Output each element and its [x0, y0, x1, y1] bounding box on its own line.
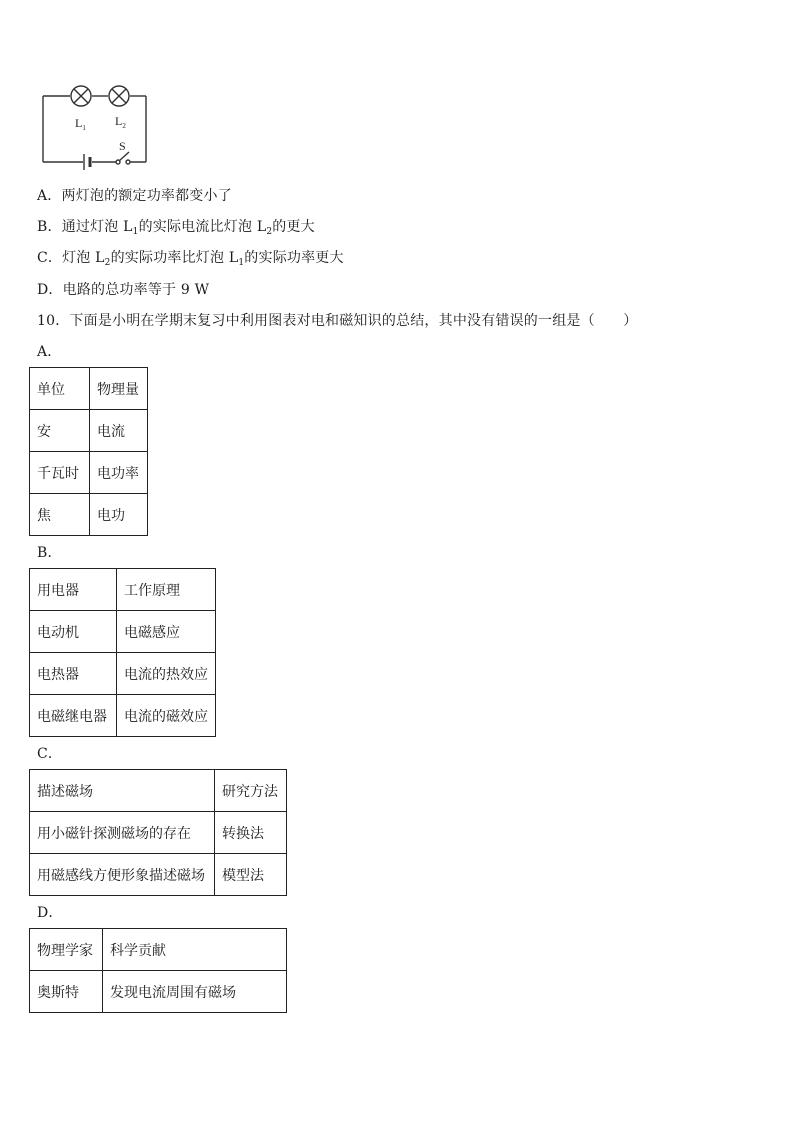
table-row: [30, 812, 287, 854]
table-cell: 电流: [90, 410, 148, 452]
table-cell: 转换法: [215, 812, 287, 854]
option-text: C．灯泡 L: [37, 250, 105, 266]
subscript-text: 1: [132, 227, 139, 237]
table-row: [30, 770, 287, 812]
table-cell: 单位: [30, 368, 90, 410]
table-cell: 电流的磁效应: [117, 695, 216, 737]
table-cell: 用磁感线方便形象描述磁场: [30, 854, 215, 896]
option-c: [37, 249, 344, 272]
table-cell: 电功: [90, 494, 148, 536]
table-b: [29, 568, 216, 737]
table-cell: 模型法: [215, 854, 287, 896]
option-b-label: B．: [37, 545, 62, 561]
option-a: A．两灯泡的额定功率都变小了: [37, 188, 232, 204]
lamp-l1-label: $L_1$: [75, 116, 86, 132]
table-row: [30, 695, 216, 737]
lamp-l2-icon: [109, 86, 129, 106]
table-cell: 研究方法: [215, 770, 287, 812]
circuit-drawing: [38, 84, 150, 170]
table-cell: 用小磁针探测磁场的存在: [30, 812, 215, 854]
subscript-text: 2: [266, 227, 273, 237]
table-row: [30, 929, 287, 971]
option-b: [37, 218, 315, 241]
table-cell: 科学贡献: [103, 929, 287, 971]
battery-icon: [84, 154, 90, 170]
table-cell: 电流的热效应: [117, 653, 216, 695]
switch-label: S: [119, 139, 126, 153]
option-text: 的更大: [272, 219, 315, 235]
option-text: 的实际功率比灯泡 L: [110, 250, 239, 266]
table-cell: 物理量: [90, 368, 148, 410]
table-cell: 电热器: [30, 653, 117, 695]
table-cell: 用电器: [30, 569, 117, 611]
table-row: [30, 971, 287, 1013]
table-cell: 物理学家: [30, 929, 103, 971]
table-row: [30, 368, 148, 410]
table-row: [30, 854, 287, 896]
lamp-l2-label: $L_2$: [115, 114, 126, 130]
question-10-stem: 10．下面是小明在学期末复习中利用图表对电和磁知识的总结，其中没有错误的一组是（ ）: [37, 313, 638, 329]
switch-icon: [116, 152, 130, 164]
table-row: [30, 611, 216, 653]
table-cell: 电磁感应: [117, 611, 216, 653]
table-d: [29, 928, 287, 1013]
table-cell: 电动机: [30, 611, 117, 653]
option-text: 的实际功率更大: [244, 250, 344, 266]
table-cell: 电磁继电器: [30, 695, 117, 737]
table-cell: 焦: [30, 494, 90, 536]
option-text: 的实际电流比灯泡 L: [138, 219, 267, 235]
option-d: D．电路的总功率等于 9 W: [37, 282, 210, 298]
option-text: B．通过灯泡 L: [37, 219, 133, 235]
circuit-diagram: [38, 84, 150, 170]
option-a-label: A．: [37, 344, 62, 360]
table-row: [30, 569, 216, 611]
table-cell: 千瓦时: [30, 452, 90, 494]
table-cell: 工作原理: [117, 569, 216, 611]
subscript-text: 1: [238, 258, 245, 268]
table-row: [30, 494, 148, 536]
table-row: [30, 653, 216, 695]
lamp-l1-icon: [71, 86, 91, 106]
table-cell: 电功率: [90, 452, 148, 494]
table-row: [30, 410, 148, 452]
option-c-label: C．: [37, 746, 63, 762]
subscript-text: 2: [104, 258, 111, 268]
table-cell: 奥斯特: [30, 971, 103, 1013]
table-cell: 发现电流周围有磁场: [103, 971, 287, 1013]
table-cell: 描述磁场: [30, 770, 215, 812]
table-a: [29, 367, 148, 536]
option-d-label: D．: [37, 905, 63, 921]
table-cell: 安: [30, 410, 90, 452]
table-row: [30, 452, 148, 494]
table-c: [29, 769, 287, 896]
